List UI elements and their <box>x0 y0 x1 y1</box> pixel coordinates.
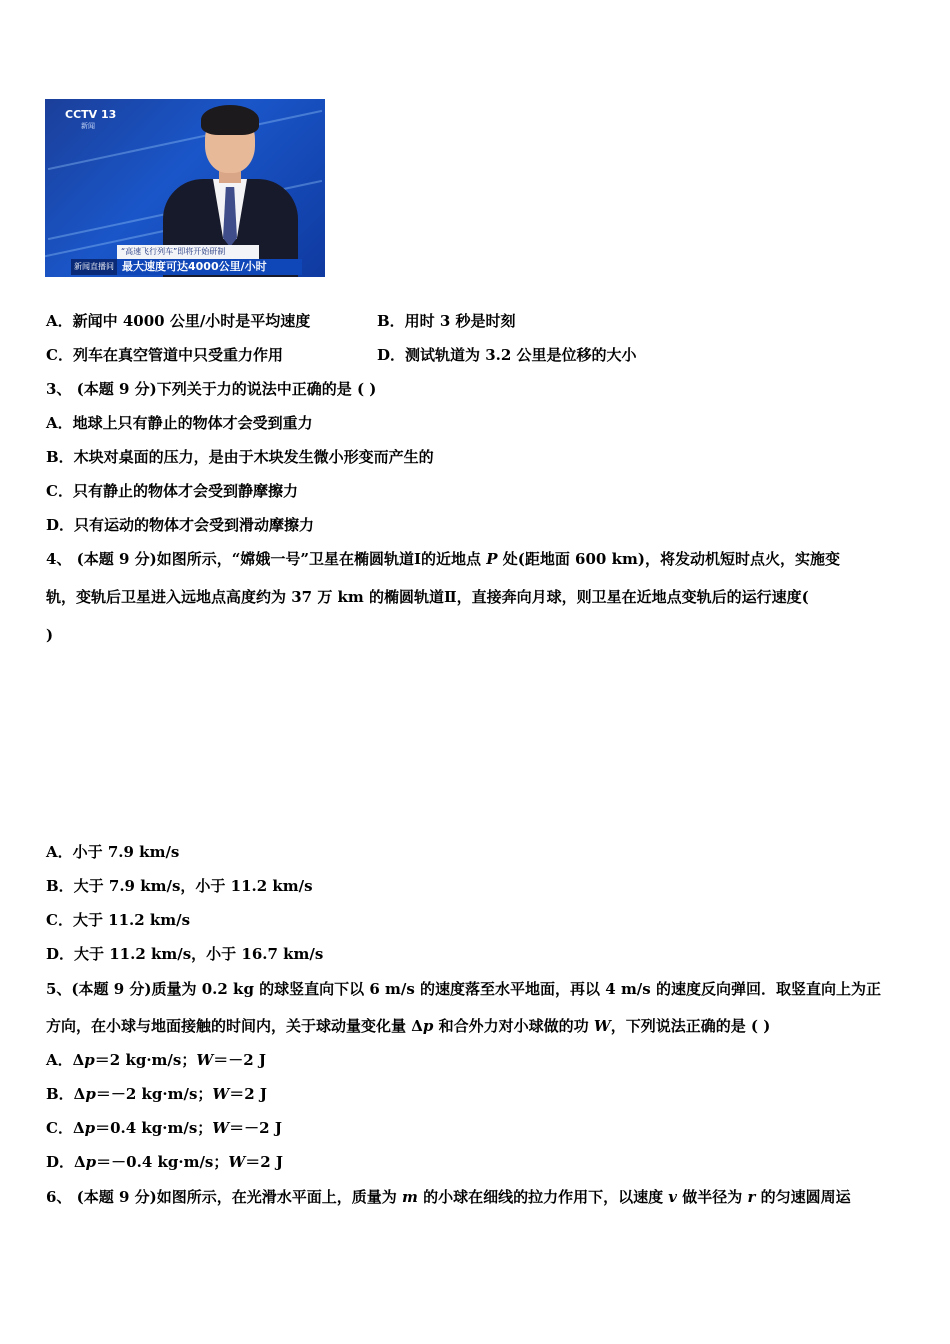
q5-option-d: D．Δp＝－0.4 kg·m/s；W＝2 J <box>46 1153 283 1171</box>
q5-option-a: A．Δp＝2 kg·m/s；W＝－2 J <box>46 1051 266 1069</box>
news-screenshot-image <box>45 99 325 277</box>
q3-option-c: C．只有静止的物体才会受到静摩擦力 <box>46 482 298 500</box>
ticker-main-caption: 最大速度可达4000公里/小时 <box>117 259 302 275</box>
q2-option-c: C．列车在真空管道中只受重力作用 <box>46 346 283 364</box>
q4-option-c: C．大于 11.2 km/s <box>46 911 191 929</box>
q4-stem-line2: 轨，变轨后卫星进入远地点高度约为 37 万 km 的椭圆轨道Ⅱ，直接奔向月球，则卫星在近地点变轨后的运行速度( <box>46 588 809 606</box>
q5-option-c: C．Δp＝0.4 kg·m/s；W＝－2 J <box>46 1119 282 1137</box>
channel-sub-label: 新闻 <box>81 122 95 130</box>
q3-option-d: D．只有运动的物体才会受到滑动摩擦力 <box>46 516 315 534</box>
q2-option-d: D．测试轨道为 3.2 公里是位移的大小 <box>377 346 637 364</box>
q3-stem: 3、 (本题 9 分)下列关于力的说法中正确的是 ( ) <box>46 380 377 398</box>
q5-option-b: B．Δp＝－2 kg·m/s；W＝2 J <box>46 1085 268 1103</box>
q2-option-b: B．用时 3 秒是时刻 <box>377 312 516 330</box>
q4-stem-line1: 4、 (本题 9 分)如图所示，“嫦娥一号”卫星在椭圆轨道Ⅰ的近地点 P 处(距地面 600 km)，将发动机短时点火，实施变 <box>46 550 840 568</box>
q4-stem-line3: ) <box>46 626 54 644</box>
q3-option-a: A．地球上只有静止的物体才会受到重力 <box>46 414 313 432</box>
q5-stem-line2: 方向，在小球与地面接触的时间内，关于球动量变化量 Δp 和合外力对小球做的功 W，下列说法正确的是 ( ) <box>46 1017 771 1035</box>
ticker-program-tag: 新闻直播间 <box>71 259 117 275</box>
q5-stem-line1: 5、(本题 9 分)质量为 0.2 kg 的球竖直向下以 6 m/s 的速度落至水平地面，再以 4 m/s 的速度反向弹回．取竖直向上为正 <box>46 980 881 998</box>
channel-logo: CCTV 13 <box>65 108 117 121</box>
q4-option-b: B．大于 7.9 km/s，小于 11.2 km/s <box>46 877 313 895</box>
q2-option-a: A．新闻中 4000 公里/小时是平均速度 <box>46 312 311 330</box>
ticker-headline: “高速飞行列车”即将开始研制 <box>117 245 259 259</box>
q4-option-d: D．大于 11.2 km/s，小于 16.7 km/s <box>46 945 324 963</box>
q4-option-a: A．小于 7.9 km/s <box>46 843 180 861</box>
q3-option-b: B．木块对桌面的压力，是由于木块发生微小形变而产生的 <box>46 448 434 466</box>
anchor-hair <box>201 105 259 135</box>
q6-stem-line1: 6、 (本题 9 分)如图所示，在光滑水平面上，质量为 m 的小球在细线的拉力作用下，以速度 v 做半径为 r 的匀速圆周运 <box>46 1188 851 1206</box>
